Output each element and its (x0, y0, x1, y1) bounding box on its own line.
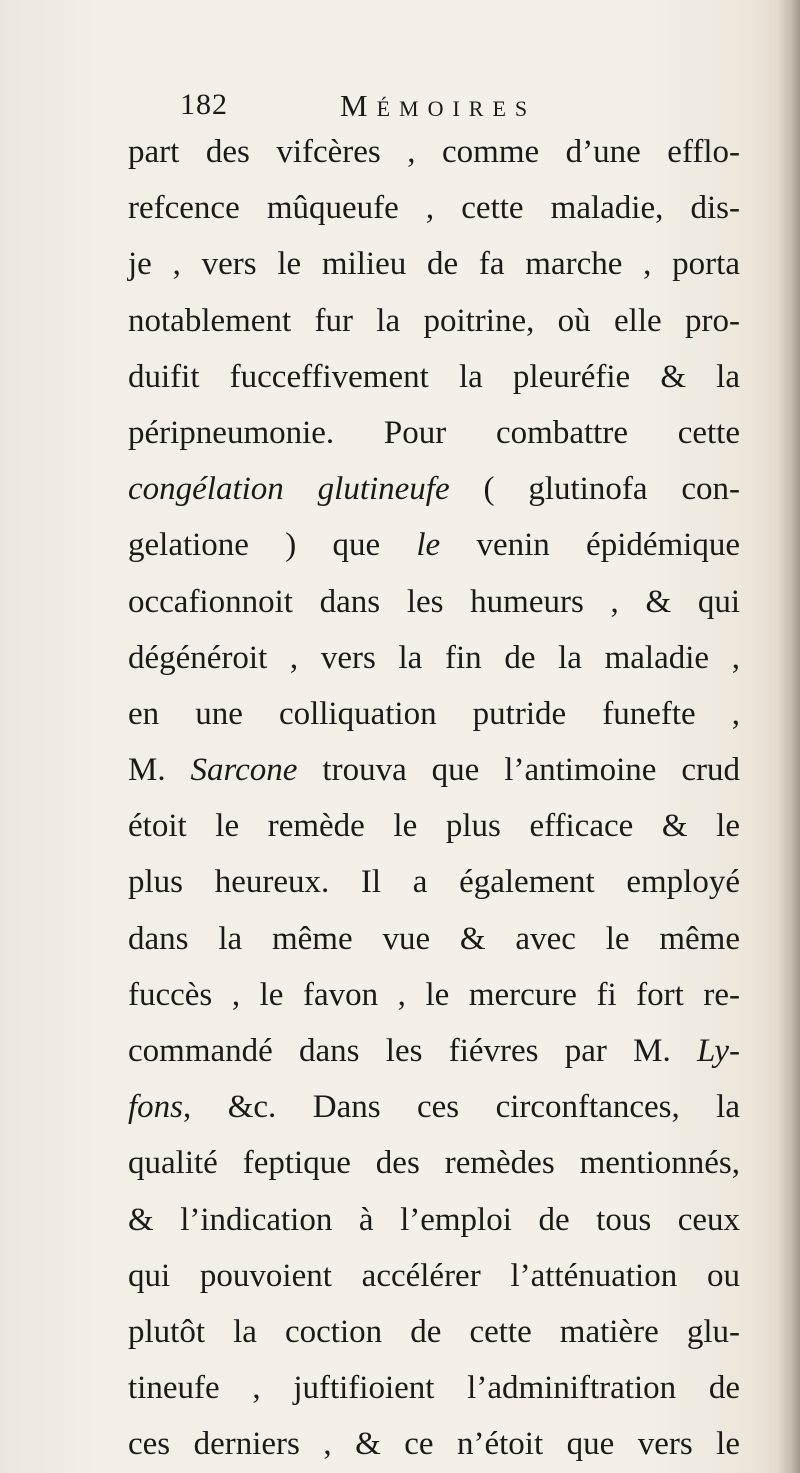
text-segment: ( glutinofa con- (449, 471, 740, 508)
text-segment: occafionnoit dans les humeurs , & qui (128, 583, 740, 620)
text-line (128, 798, 740, 854)
text-line (128, 1304, 740, 1360)
text-line (128, 1192, 740, 1248)
text-line (128, 1360, 740, 1416)
italic-segment: Ly- (696, 1033, 740, 1069)
text-line (128, 574, 740, 630)
text-line (128, 236, 740, 292)
text-segment: & l’indication à l’emploi de tous ceux (128, 1201, 740, 1238)
text-line (128, 630, 740, 686)
text-segment: étoit le remède le plus efficace & le (128, 808, 740, 845)
italic-segment: Sarcone (190, 752, 298, 789)
text-segment: dans la même vue & avec le même (128, 920, 740, 957)
text-segment: en une colliquation putride funefte , (128, 695, 740, 732)
body-text (128, 124, 740, 1473)
text-line (128, 405, 740, 461)
italic-segment: congélation glutineufe (128, 471, 450, 508)
text-line (128, 349, 740, 405)
text-segment: M. (128, 752, 191, 789)
text-segment: , &c. Dans ces circonftances, la (183, 1089, 740, 1126)
text-line (128, 1135, 740, 1191)
italic-segment: le (416, 527, 441, 564)
text-line (128, 686, 740, 742)
text-line (128, 854, 740, 910)
text-segment: trouva que l’antimoine crud (297, 752, 740, 789)
text-line (128, 742, 740, 798)
text-segment: je , vers le milieu de fa marche , porta (128, 246, 740, 283)
text-line (128, 1416, 740, 1472)
page-number: 182 (180, 88, 228, 121)
text-segment: refcence mûqueufe , cette maladie, dis- (128, 190, 740, 227)
text-segment: qualité feptique des remèdes mentionnés, (128, 1145, 740, 1182)
text-segment: qui pouvoient accélérer l’atténuation ou (128, 1257, 740, 1294)
text-line (128, 461, 740, 517)
text-line (128, 1023, 740, 1079)
text-segment: part des vifcères , comme d’une efflo- (128, 134, 740, 170)
text-segment: tineufe , juftifioient l’adminiftration de (128, 1370, 740, 1407)
text-segment: notablement fur la poitrine, où elle pro- (128, 302, 740, 339)
text-line (128, 967, 740, 1023)
text-line (128, 180, 740, 236)
text-segment: fuccès , le favon , le mercure fi fort re- (128, 976, 740, 1013)
text-line (128, 517, 740, 573)
text-segment: ces derniers , & ce n’étoit que vers le (128, 1426, 740, 1463)
text-segment: gelatione ) que (128, 527, 417, 564)
text-line (128, 293, 740, 349)
text-line (128, 1079, 740, 1135)
text-line (128, 124, 740, 180)
text-segment: commandé dans les fiévres par M. (128, 1033, 697, 1069)
page-edge-shadow (778, 0, 800, 1473)
italic-segment: fons (128, 1089, 184, 1126)
text-segment: dégénéroit , vers la fin de la maladie , (128, 639, 740, 676)
running-title: Mémoires (340, 88, 537, 123)
text-segment: plutôt la coction de cette matière glu- (128, 1313, 740, 1350)
text-segment: plus heureux. Il a également employé (128, 864, 740, 901)
text-line (128, 911, 740, 967)
text-segment: venin épidémique (440, 527, 740, 564)
text-line (128, 1248, 740, 1304)
text-segment: péripneumonie. Pour combattre cette (128, 414, 740, 451)
text-segment: duifit fucceffivement la pleuréfie & la (128, 358, 740, 395)
